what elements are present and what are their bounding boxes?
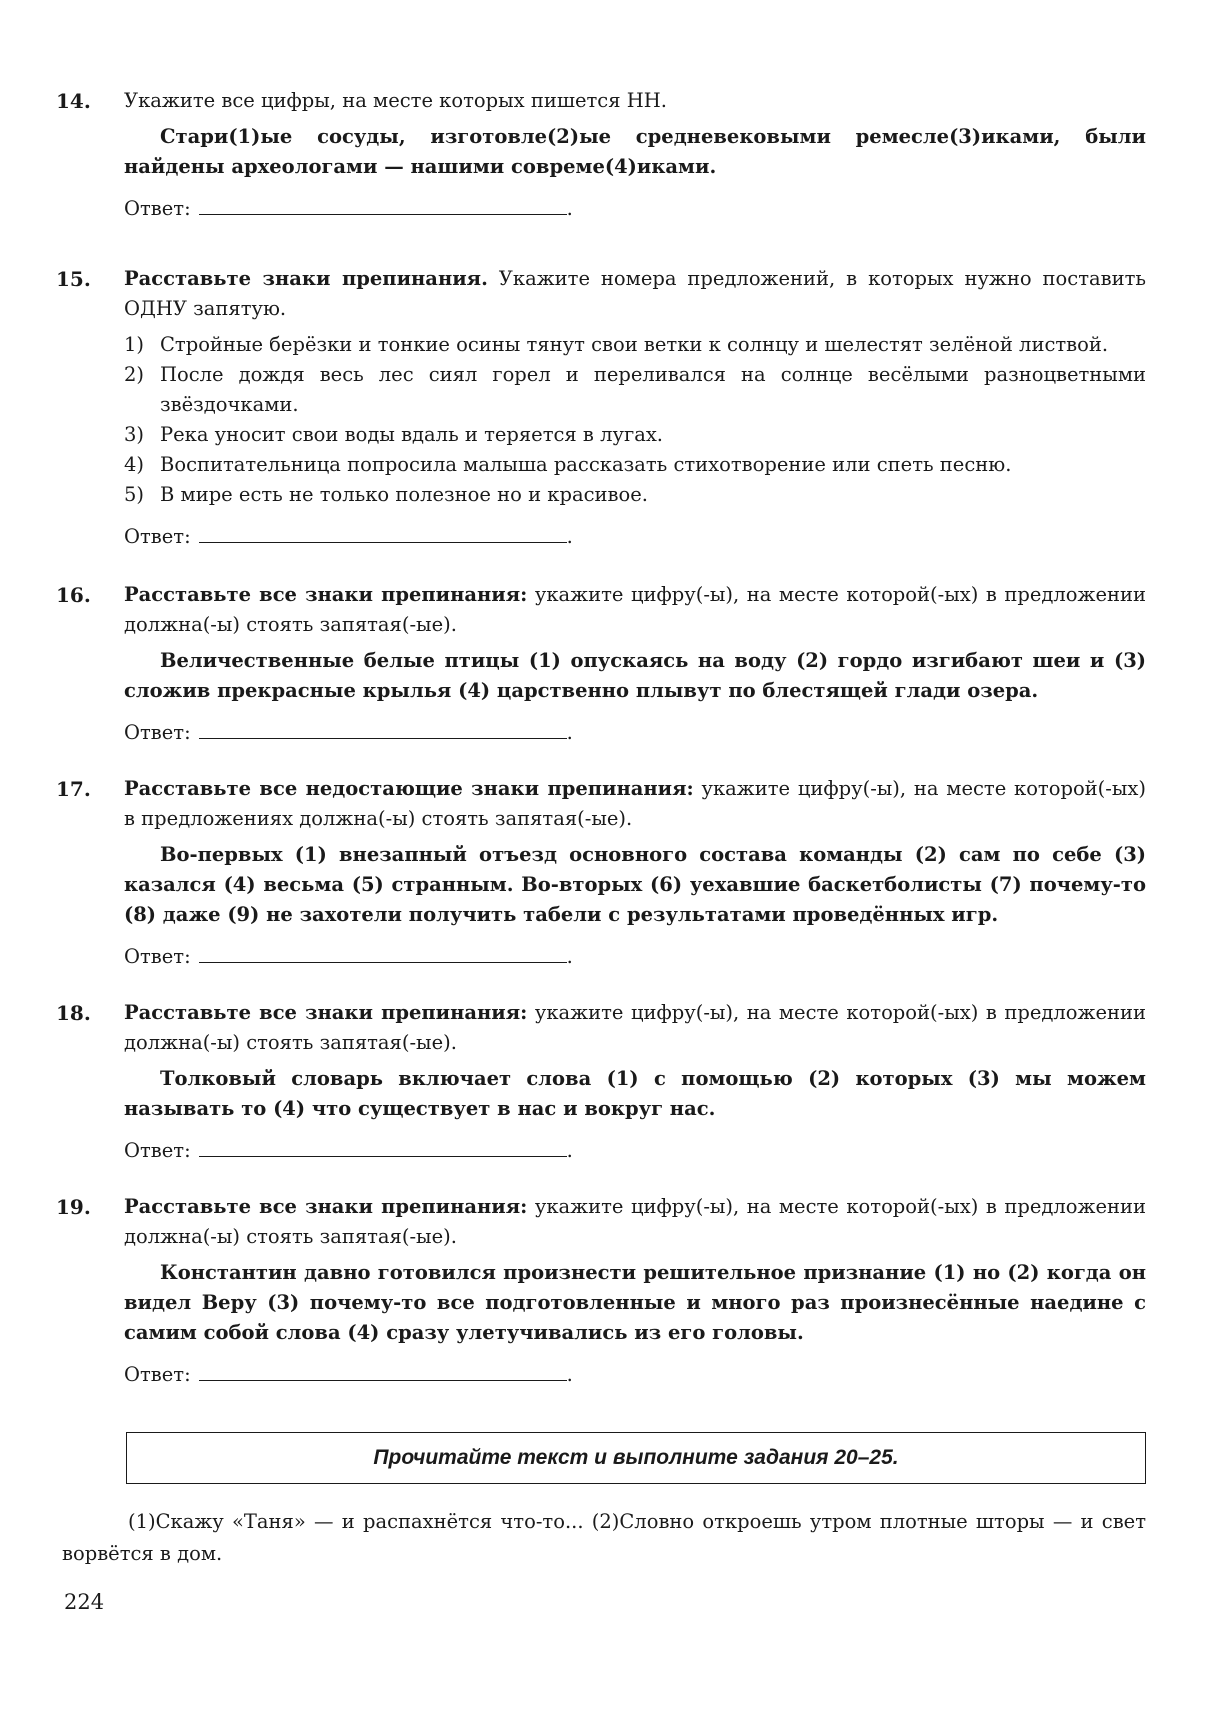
reading-text: (1)Скажу «Таня» — и распахнётся что-то... (2)Словно откроешь утром плотные шторы — и свет ворвётся в дом. xyxy=(62,1510,1146,1565)
task-sentence: Величественные белые птицы (1) опускаясь на воду (2) гордо изгибают шеи и (3) сложив прекрасные крылья (4) царственно плывут по блестящей глади озера. xyxy=(124,649,1146,702)
instruction-text: Укажите номера предложений, в которых нужно поставить ОДНУ запятую. xyxy=(124,267,1146,320)
list-item-text: Стройные берёзки и тонкие осины тянут свои ветки к солнцу и шелестят зелёной листвой. xyxy=(160,333,1109,356)
instruction-text: укажите цифру(-ы), на месте которой(-ых) в предложении должна(-ы) стоять запятая(-ые). xyxy=(124,583,1146,636)
task-instruction xyxy=(124,774,1146,834)
instruction-bold: Расставьте все знаки препинания: xyxy=(124,1001,528,1024)
task-number: 14. xyxy=(56,89,91,113)
task-18 xyxy=(56,998,1146,1166)
reading-instruction: Прочитайте текст и выполните задания 20–25. xyxy=(373,1446,899,1469)
task-17 xyxy=(56,774,1146,972)
instruction-bold: Расставьте все знаки препинания: xyxy=(124,1195,528,1218)
sentence-list xyxy=(124,330,1146,510)
list-item-number: 1) xyxy=(124,333,145,356)
task-number: 17. xyxy=(56,777,91,801)
answer-label: Ответ: xyxy=(124,945,191,968)
answer-row: Ответ: . xyxy=(124,942,1146,972)
task-instruction xyxy=(124,998,1146,1058)
answer-label: Ответ: xyxy=(124,1363,191,1386)
instruction-text: укажите цифру(-ы), на месте которой(-ых) в предложении должна(-ы) стоять запятая(-ые). xyxy=(124,1001,1146,1054)
task-instruction xyxy=(124,86,1146,116)
instruction-bold: Расставьте знаки препинания. xyxy=(124,267,488,290)
list-item-number: 3) xyxy=(124,423,145,446)
list-item xyxy=(124,330,1146,360)
task-sentence: Стари(1)ые сосуды, изготовле(2)ые средневековыми ремесле(3)иками, были найдены археологами — нашими совреме(4)иками. xyxy=(124,125,1146,178)
task-19 xyxy=(56,1192,1146,1390)
list-item-number: 2) xyxy=(124,363,145,386)
list-item-text: После дождя весь лес сиял горел и переливался на солнце весёлыми разноцветными звёздочками. xyxy=(160,363,1146,416)
answer-row: Ответ: . xyxy=(124,522,1146,552)
task-14 xyxy=(56,86,1146,224)
instruction-bold: Расставьте все знаки препинания: xyxy=(124,583,528,606)
list-item xyxy=(124,450,1146,480)
instruction-bold: Расставьте все недостающие знаки препинания: xyxy=(124,777,694,800)
task-instruction xyxy=(124,1192,1146,1252)
task-15 xyxy=(56,264,1146,552)
list-item xyxy=(124,420,1146,450)
task-instruction xyxy=(124,264,1146,324)
answer-label: Ответ: xyxy=(124,721,191,744)
answer-line[interactable] xyxy=(199,194,567,215)
answer-label: Ответ: xyxy=(124,1139,191,1162)
answer-label: Ответ: xyxy=(124,525,191,548)
reading-instruction-box xyxy=(126,1432,1146,1484)
page-number: 224 xyxy=(64,1590,105,1614)
list-item xyxy=(124,360,1146,420)
answer-row: Ответ: . xyxy=(124,1360,1146,1390)
answer-line[interactable] xyxy=(199,942,567,963)
list-item-text: Река уносит свои воды вдаль и теряется в лугах. xyxy=(160,423,664,446)
task-number: 19. xyxy=(56,1195,91,1219)
list-item-number: 4) xyxy=(124,453,145,476)
list-item-text: В мире есть не только полезное но и красивое. xyxy=(160,483,648,506)
answer-line[interactable] xyxy=(199,718,567,739)
task-sentence: Константин давно готовился произнести решительное признание (1) но (2) когда он видел Веру (3) почему-то все подготовленные и много раз произнесённые наедине с самим собой слова (4) сразу улетучивались из его головы. xyxy=(124,1261,1146,1344)
task-number: 18. xyxy=(56,1001,91,1025)
instruction-text: Укажите все цифры, на месте которых пишется НН. xyxy=(124,89,667,112)
answer-line[interactable] xyxy=(199,1360,567,1381)
instruction-text: укажите цифру(-ы), на месте которой(-ых) в предложениях должна(-ы) стоять запятая(-ые). xyxy=(124,777,1147,830)
answer-line[interactable] xyxy=(199,522,567,543)
list-item-text: Воспитательница попросила малыша рассказать стихотворение или спеть песню. xyxy=(160,453,1012,476)
list-item xyxy=(124,480,1146,510)
answer-row: Ответ: . xyxy=(124,718,1146,748)
task-sentence: Толковый словарь включает слова (1) с помощью (2) которых (3) мы можем называть то (4) что существует в нас и вокруг нас. xyxy=(124,1067,1146,1120)
instruction-text: укажите цифру(-ы), на месте которой(-ых) в предложении должна(-ы) стоять запятая(-ые). xyxy=(124,1195,1146,1248)
task-instruction xyxy=(124,580,1146,640)
task-sentence: Во-первых (1) внезапный отъезд основного состава команды (2) сам по себе (3) казался (4) весьма (5) странным. Во-вторых (6) уехавшие баскетболисты (7) почему-то (8) даже (9) не захотели получить табели с результатами проведённых игр. xyxy=(124,843,1146,926)
answer-label: Ответ: xyxy=(124,197,191,220)
task-number: 15. xyxy=(56,267,91,291)
task-number: 16. xyxy=(56,583,91,607)
task-16 xyxy=(56,580,1146,748)
list-item-number: 5) xyxy=(124,483,145,506)
answer-line[interactable] xyxy=(199,1136,567,1157)
answer-row: Ответ: . xyxy=(124,194,1146,224)
answer-row: Ответ: . xyxy=(124,1136,1146,1166)
